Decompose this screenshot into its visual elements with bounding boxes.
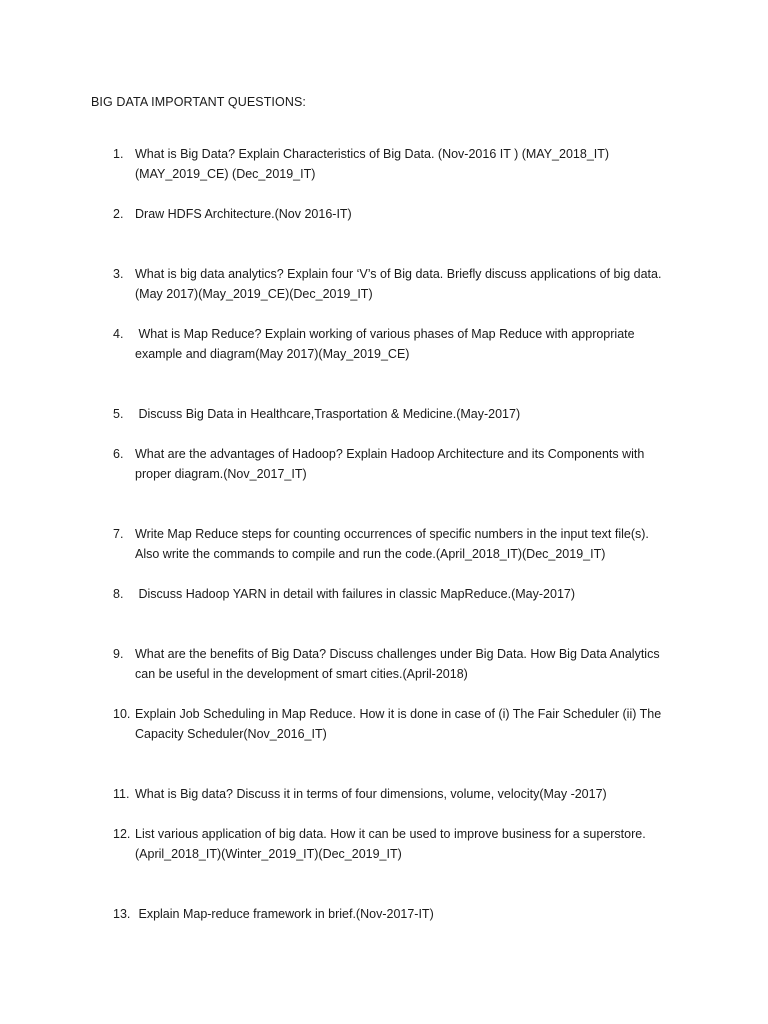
question-number: 3. [113, 267, 124, 281]
question-text: What is big data analytics? Explain four ‘V’s of Big data. Briefly discuss applications of big data. (May 2017)(May_2019_CE)(Dec_2019_IT) [135, 267, 662, 301]
question-item [113, 524, 693, 564]
question-item [113, 444, 693, 484]
question-text: Discuss Big Data in Healthcare,Trasportation & Medicine.(May-2017) [135, 407, 521, 421]
question-item [113, 204, 693, 224]
question-item [113, 784, 693, 804]
question-item [113, 404, 693, 424]
question-number: 12. [113, 827, 131, 841]
question-text: What is Big Data? Explain Characteristics of Big Data. (Nov-2016 IT ) (MAY_2018_IT) (MAY_2019_CE) (Dec_2019_IT) [135, 147, 610, 181]
question-number: 13. [113, 907, 131, 921]
question-number: 11. [113, 787, 130, 801]
question-item [113, 904, 693, 924]
question-text: What are the advantages of Hadoop? Explain Hadoop Architecture and its Components with proper diagram.(Nov_2017_IT) [135, 447, 645, 481]
question-text: Write Map Reduce steps for counting occurrences of specific numbers in the input text file(s). Also write the commands to compile and run the code.(April_2018_IT)(Dec_2019_IT) [135, 527, 649, 561]
question-text: Explain Job Scheduling in Map Reduce. How it is done in case of (i) The Fair Scheduler (ii) The Capacity Scheduler(Nov_2016_IT) [135, 707, 662, 741]
question-number: 5. [113, 407, 124, 421]
question-number: 1. [113, 147, 124, 161]
question-number: 10. [113, 707, 131, 721]
question-number: 8. [113, 587, 124, 601]
question-number: 7. [113, 527, 124, 541]
question-text: Explain Map-reduce framework in brief.(Nov-2017-IT) [135, 907, 434, 921]
question-number: 9. [113, 647, 124, 661]
question-text: What is Map Reduce? Explain working of various phases of Map Reduce with appropriate example and diagram(May 2017)(May_2019_CE) [135, 327, 635, 361]
question-item [113, 704, 693, 744]
question-text: What are the benefits of Big Data? Discuss challenges under Big Data. How Big Data Analytics can be useful in the development of smart cities.(April-2018) [135, 647, 660, 681]
question-item [113, 824, 693, 864]
question-number: 2. [113, 207, 124, 221]
question-text: List various application of big data. How it can be used to improve business for a superstore. (April_2018_IT)(Winter_2019_IT)(Dec_2019_IT) [135, 827, 646, 861]
question-text: What is Big data? Discuss it in terms of four dimensions, volume, velocity(May -2017) [135, 787, 607, 801]
question-text: Draw HDFS Architecture.(Nov 2016-IT) [135, 207, 352, 221]
question-number: 4. [113, 327, 124, 341]
document-title: BIG DATA IMPORTANT QUESTIONS: [91, 95, 306, 109]
question-item [113, 644, 693, 684]
question-text: Discuss Hadoop YARN in detail with failures in classic MapReduce.(May-2017) [135, 587, 576, 601]
question-item [113, 144, 693, 184]
question-item [113, 264, 693, 304]
question-number: 6. [113, 447, 124, 461]
question-item [113, 584, 693, 604]
question-item [113, 324, 693, 364]
